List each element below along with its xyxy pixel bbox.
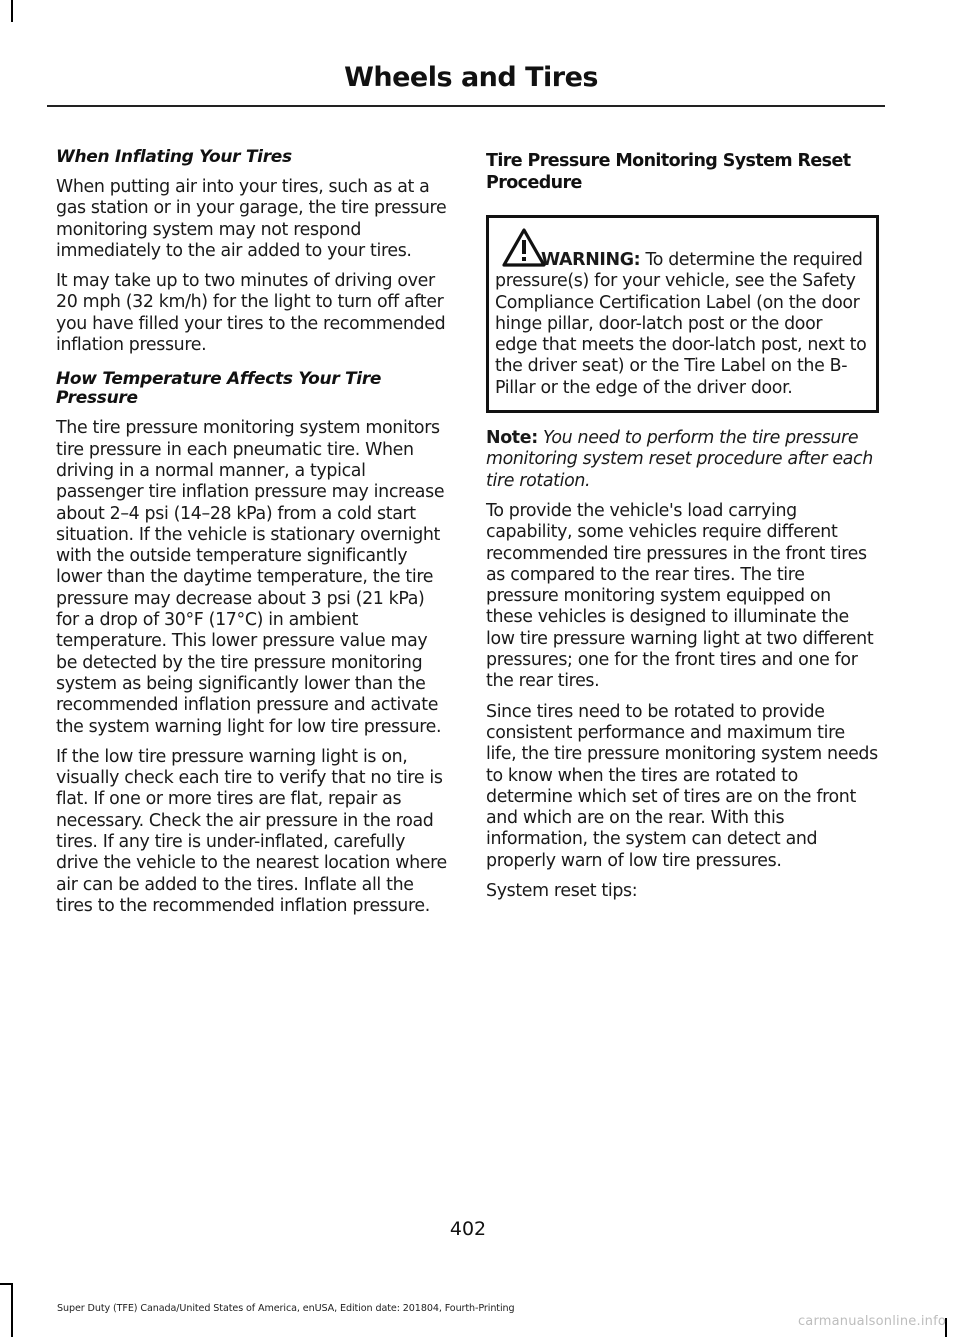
watermark: carmanualsonline.info	[797, 1314, 946, 1329]
subheading-inflating: When Inflating Your Tires	[56, 147, 292, 167]
left-column	[56, 146, 448, 926]
crop-mark-bottom-left-horizontal	[0, 1283, 13, 1285]
crop-mark-bottom-left-vertical	[11, 1283, 13, 1337]
warning-triangle-icon	[501, 227, 547, 269]
right-column	[486, 146, 879, 911]
note-paragraph	[486, 428, 879, 492]
warning-text	[495, 250, 868, 399]
paragraph-load-capability: To provide the vehicle's load carrying capability, some vehicles require different recommended tire pressures in the front tires as compared to the rear tires. The tire pressure monitoring system equipped on these vehicles is designed to illuminate the low tire pressure warning light at two different pressures; one for the front tires and one for the rear tires.	[486, 500, 874, 692]
header-divider	[47, 105, 885, 107]
footer-edition: Super Duty (TFE) Canada/United States of America, enUSA, Edition date: 201804, Fourth-Printing	[57, 1303, 515, 1314]
note-body: You need to perform the tire pressure monitoring system reset procedure after each tire rotation.	[486, 428, 873, 491]
warning-box	[486, 215, 879, 413]
paragraph-drive-time: It may take up to two minutes of driving over 20 mph (32 km/h) for the light to turn off after you have filled your tires to the recommended inflation pressure.	[56, 271, 446, 356]
paragraph-inflating: When putting air into your tires, such as at a gas station or in your garage, the tire pressure monitoring system may not respond immediately to the air added to your tires.	[56, 177, 447, 261]
paragraph-rotation: Since tires need to be rotated to provide consistent performance and maximum tire life, the tire pressure monitoring system needs to know when the tires are rotated to determine which set of tires are on the front and which are on the rear. With this information, the system can detect and properly warn of low tire pressures.	[486, 701, 878, 871]
section-title-reset-procedure: Tire Pressure Monitoring System Reset Procedure	[486, 151, 851, 193]
subheading-temperature: How Temperature Affects Your Tire Pressure	[56, 369, 382, 409]
paragraph-reset-tips: System reset tips:	[486, 881, 638, 902]
warning-body: To determine the required pressure(s) for your vehicle, see the Safety Compliance Certification Label (on the door hinge pillar, door-latch post or the door edge that meets the door-latch post, next to the driver seat) or the Tire Label on the B-Pillar or the edge of the driver door.	[495, 250, 867, 398]
crop-mark-top-left-vertical	[11, 0, 13, 22]
paragraph-temperature: The tire pressure monitoring system monitors tire pressure in each pneumatic tire. When driving in a normal manner, a typical passenger tire inflation pressure may increase about 2–4 psi (14–28 kPa) from a cold start situation. If the vehicle is stationary overnight with the outside temperature significantly lower than the daytime temperature, the tire pressure may decrease about 3 psi (21 kPa) for a drop of 30°F (17°C) in ambient temperature. This lower pressure value may be detected by the tire pressure monitoring system as being significantly lower than the recommended inflation pressure and activate the system warning light for low tire pressure.	[56, 418, 445, 737]
warning-label: WARNING:	[541, 250, 641, 270]
page-number: 402	[449, 1218, 487, 1240]
note-label: Note:	[486, 428, 538, 449]
paragraph-warning-light: If the low tire pressure warning light is on, visually check each tire to verify that no tire is flat. If one or more tires are flat, repair as necessary. Check the air pressure in the road tires. If any tire is under-inflated, carefully drive the vehicle to the nearest location where air can be added to the tires. Inflate all the tires to the recommended inflation pressure.	[56, 746, 447, 916]
page-title: Wheels and Tires	[344, 62, 598, 93]
